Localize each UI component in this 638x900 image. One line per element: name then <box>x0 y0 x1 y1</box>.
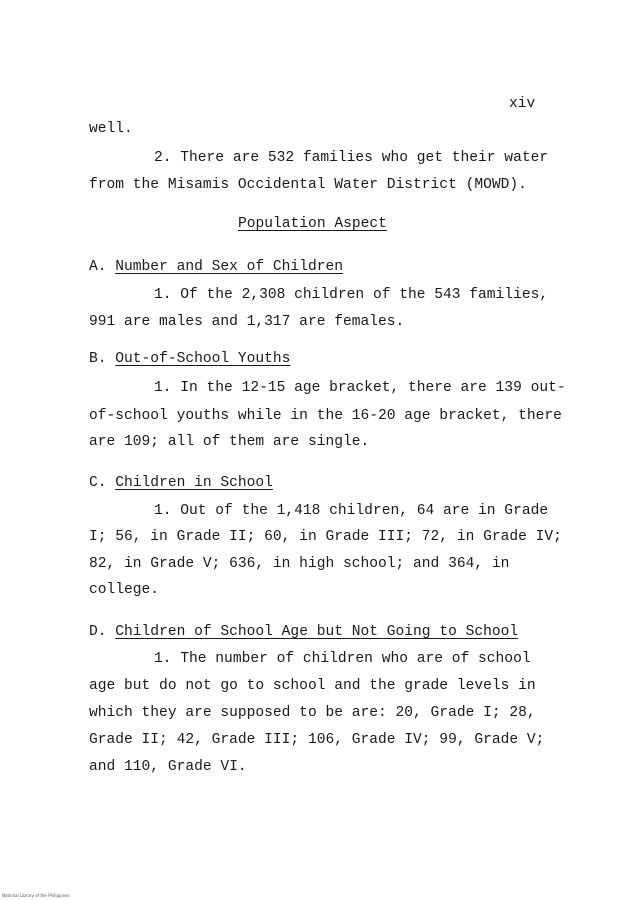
text-line: which they are supposed to be are: 20, Grade I; 28, <box>89 705 536 721</box>
subheading-prefix: C. <box>89 475 107 491</box>
text-line: Grade II; 42, Grade III; 106, Grade IV; 99, Grade V; <box>89 732 545 748</box>
text-line: 82, in Grade V; 636, in high school; and 364, in <box>89 556 510 572</box>
text-line: and 110, Grade VI. <box>89 759 247 775</box>
text-line: of-school youths while in the 16-20 age bracket, there <box>89 408 562 424</box>
subheading-a <box>89 258 343 276</box>
page-number: xiv <box>509 96 536 112</box>
subheading-prefix: A. <box>89 259 107 275</box>
text-line: 1. Of the 2,308 children of the 543 families, <box>154 287 549 303</box>
subheading-title: Children in School <box>115 475 273 491</box>
section-heading: Population Aspect <box>238 216 387 232</box>
text-line: 1. In the 12-15 age bracket, there are 139 out- <box>154 380 566 396</box>
text-line: college. <box>89 582 160 598</box>
text-line: well. <box>89 121 133 137</box>
text-line: age but do not go to school and the grade levels in <box>89 678 536 694</box>
subheading-title: Out-of-School Youths <box>115 351 291 367</box>
subheading-d <box>89 623 518 641</box>
subheading-prefix: B. <box>89 351 107 367</box>
text-line: 1. The number of children who are of school <box>154 651 531 667</box>
subheading-c <box>89 474 273 492</box>
subheading-b <box>89 350 290 368</box>
text-line: 1. Out of the 1,418 children, 64 are in Grade <box>154 503 549 519</box>
subheading-prefix: D. <box>89 624 107 640</box>
footer-watermark: National Library of the Philippines <box>2 893 70 898</box>
text-line: 991 are males and 1,317 are females. <box>89 314 405 330</box>
subheading-title: Children of School Age but Not Going to School <box>115 624 519 640</box>
subheading-title: Number and Sex of Children <box>115 259 343 275</box>
text-line: from the Misamis Occidental Water District (MOWD). <box>89 177 527 193</box>
text-line: I; 56, in Grade II; 60, in Grade III; 72, in Grade IV; <box>89 529 562 545</box>
text-line: 2. There are 532 families who get their water <box>154 150 549 166</box>
text-line: are 109; all of them are single. <box>89 434 370 450</box>
